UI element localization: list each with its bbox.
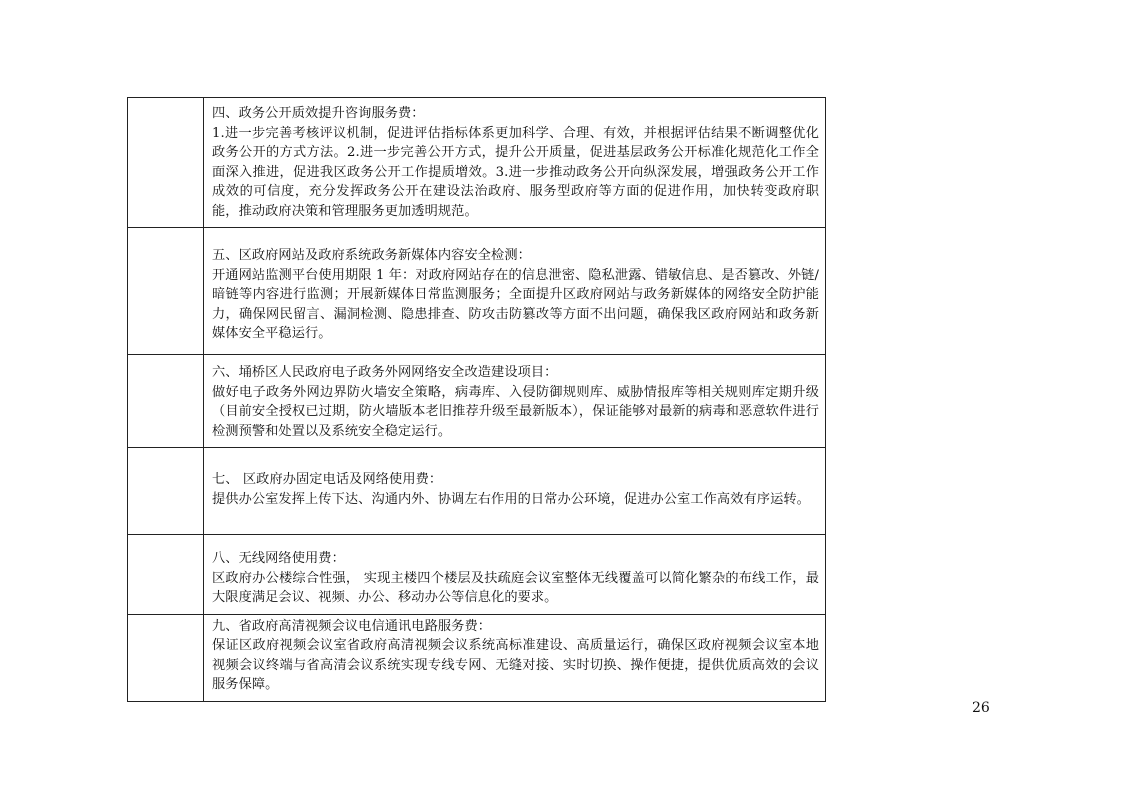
table-row (128, 228, 826, 355)
section-cell (204, 355, 826, 448)
left-column-cell (128, 98, 204, 228)
left-column-cell (128, 614, 204, 701)
section-body: 1.进一步完善考核评议机制，促进评估指标体系更加科学、合理、有效，并根据评估结果不断调整优化政务公开的方式方法。2.进一步完善公开方式，提升公开质量，促进基层政务公开标准化规范化工作全面深入推进，促进我区政务公开工作提质增效。3.进一步推动政务公开向纵深发展，增强政务公开工作成效的可信度，充分发挥政务公开在建设法治政府、服务型政府等方面的促进作用，加快转变政府职能，推动政府决策和管理服务更加透明规范。 (212, 125, 819, 219)
section-body: 做好电子政务外网边界防火墙安全策略，病毒库、入侵防御规则库、威胁情报库等相关规则库定期升级（目前安全授权已过期，防火墙版本老旧推荐升级至最新版本），保证能够对最新的病毒和恶意软件进行检测预警和处置以及系统安全稳定运行。 (212, 384, 819, 439)
section-body: 开通网站监测平台使用期限 1 年：对政府网站存在的信息泄密、隐私泄露、错敏信息、是否篡改、外链/暗链等内容进行监测；开展新媒体日常监测服务；全面提升区政府网站与政务新媒体的网络安全防护能力，确保网民留言、漏洞检测、隐患排查、防攻击防篡改等方面不出问题，确保我区政府网站和政务新媒体安全平稳运行。 (212, 267, 819, 341)
section-title: 七、 区政府办固定电话及网络使用费： (212, 472, 443, 487)
section-cell (204, 614, 826, 701)
section-body: 提供办公室发挥上传下达、沟通内外、协调左右作用的日常办公环境，促进办公室工作高效有序运转。 (212, 491, 810, 507)
page-number: 26 (972, 700, 990, 716)
section-cell (204, 448, 826, 535)
section-title: 五、区政府网站及政府系统政务新媒体内容安全检测： (212, 248, 531, 263)
table-row (128, 535, 826, 615)
section-title: 九、省政府高清视频会议电信通讯电路服务费： (212, 618, 492, 634)
table-row (128, 614, 826, 701)
table-row (128, 355, 826, 448)
section-title: 八、无线网络使用费： (212, 551, 345, 566)
section-title: 四、政务公开质效提升咨询服务费： (212, 106, 425, 121)
left-column-cell (128, 448, 204, 535)
left-column-cell (128, 228, 204, 355)
section-cell (204, 98, 826, 228)
section-cell (204, 228, 826, 355)
section-body: 区政府办公楼综合性强， 实现主楼四个楼层及扶疏庭会议室整体无线覆盖可以简化繁杂的布线工作，最大限度满足会议、视频、办公、移动办公等信息化的要求。 (212, 570, 819, 605)
section-title: 六、埇桥区人民政府电子政务外网网络安全改造建设项目： (212, 365, 558, 380)
table-row (128, 448, 826, 535)
section-cell (204, 535, 826, 615)
table-row (128, 98, 826, 228)
section-body: 保证区政府视频会议室省政府高清视频会议系统高标准建设、高质量运行，确保区政府视频会议室本地视频会议终端与省高清会议系统实现专线专网、无缝对接、实时切换、操作便捷，提供优质高效的会议服务保障。 (212, 638, 819, 692)
content-table (127, 97, 826, 702)
left-column-cell (128, 535, 204, 615)
left-column-cell (128, 355, 204, 448)
